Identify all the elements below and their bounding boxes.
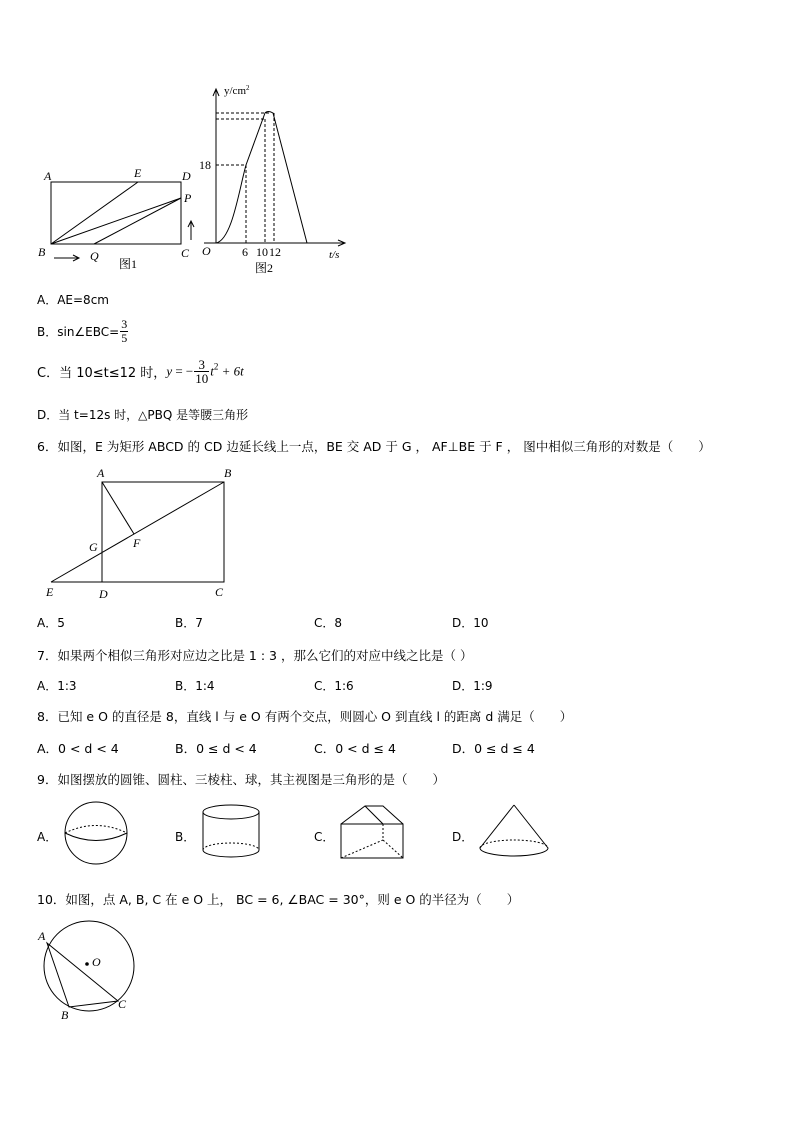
- figure-1: [34, 160, 204, 275]
- segment-af: [102, 482, 134, 534]
- origin-label: O: [202, 244, 211, 258]
- segment-bp: [51, 198, 181, 244]
- label-d: D: [99, 587, 108, 601]
- q9-option-c[interactable]: C．: [314, 830, 335, 844]
- label-q: Q: [90, 249, 99, 263]
- label-p: P: [184, 191, 192, 205]
- q6-option-b[interactable]: B．7: [175, 616, 203, 630]
- cylinder-top: [203, 805, 259, 819]
- q10-stem: 10．如图，点 A, B, C 在 e O 上， BC = 6, ∠BAC = 30°，则 e O 的半径为（ ）: [37, 892, 520, 907]
- fraction-num: 3: [194, 358, 209, 372]
- figure-q6: [40, 462, 240, 604]
- figure-2: [194, 80, 354, 280]
- prism-front: [341, 824, 403, 858]
- var-t: t: [210, 363, 214, 379]
- sphere-equator-back: [65, 826, 127, 834]
- var-y: y: [166, 363, 173, 379]
- rectangle-abcd: [51, 182, 181, 244]
- label-e: E: [46, 585, 54, 599]
- label-a: A: [38, 929, 46, 943]
- label-g: G: [89, 540, 98, 554]
- q5-option-c: [37, 358, 244, 385]
- figure-q10: [34, 916, 144, 1024]
- cone-left: [480, 805, 514, 848]
- prism-hidden-right: [383, 840, 403, 858]
- segment-be: [51, 482, 224, 582]
- rest-term: + 6t: [218, 363, 244, 379]
- q6-option-c[interactable]: C．8: [314, 616, 343, 630]
- q8-option-c[interactable]: C．0 < d ≤ 4: [314, 741, 396, 756]
- fraction-den: 10: [195, 371, 209, 386]
- fraction-3-5: [120, 318, 128, 345]
- q9-option-b[interactable]: B．: [175, 830, 196, 844]
- eq-sign: = −: [172, 363, 194, 379]
- label-b: B: [61, 1008, 69, 1022]
- fraction-3-10: [194, 358, 209, 385]
- label-c: C: [118, 997, 127, 1011]
- label-c: C: [181, 246, 190, 260]
- cone-base-front: [480, 848, 548, 856]
- q5-option-b-text: B．sin∠EBC=: [37, 325, 120, 339]
- prism-ridge: [365, 806, 383, 824]
- sphere-icon: [60, 800, 136, 866]
- cylinder-bottom-front: [203, 850, 259, 857]
- q6-stem: 6．如图，E 为矩形 ABCD 的 CD 边延长线上一点，BE 交 AD 于 G ， AF⊥BE 于 F ， 图中相似三角形的对数是（ ）: [37, 439, 711, 454]
- x-tick-12: 12: [269, 245, 281, 259]
- caption-fig2: 图2: [255, 261, 274, 275]
- y-axis-label: $y/cm^2$: [224, 84, 250, 97]
- prism-top: [341, 806, 403, 824]
- q5-option-c-text: C．当 10≤t≤12 时，: [37, 366, 167, 381]
- q5-option-d: D．当 t=12s 时，△PBQ 是等腰三角形: [37, 408, 249, 422]
- x-axis-label: t/s: [329, 249, 340, 261]
- label-b: B: [224, 466, 232, 480]
- q5-option-a: A．AE=8cm: [37, 293, 109, 307]
- cylinder-icon: [198, 802, 266, 862]
- prism-icon: [337, 802, 409, 864]
- q8-option-a[interactable]: A．0 < d < 4: [37, 741, 119, 756]
- x-tick-10: 10: [256, 245, 268, 259]
- q8-option-d[interactable]: D．0 ≤ d ≤ 4: [452, 741, 535, 756]
- sphere-equator-front: [65, 833, 127, 841]
- label-c: C: [215, 585, 224, 599]
- q7-option-a[interactable]: A．1:3: [37, 679, 77, 693]
- y-tick-18: 18: [199, 158, 211, 172]
- x-tick-6: 6: [242, 245, 248, 259]
- cylinder-bottom-back: [203, 843, 259, 850]
- q5-option-b: [37, 318, 129, 345]
- fraction-den: 5: [121, 331, 128, 345]
- fraction-num: 3: [121, 317, 128, 331]
- label-a: A: [97, 466, 105, 480]
- label-a: A: [44, 169, 52, 183]
- q7-stem: 7．如果两个相似三角形对应边之比是 1 : 3 ，那么它们的对应中线之比是（ ）: [37, 648, 473, 663]
- q6-option-d[interactable]: D．10: [452, 616, 489, 630]
- q6-option-a[interactable]: A．5: [37, 616, 65, 630]
- q7-option-b[interactable]: B．1:4: [175, 679, 215, 693]
- q8-stem: 8．已知 e O 的直径是 8，直线 l 与 e O 有两个交点，则圆心 O 到直线 l 的距离 d 满足（ ）: [37, 709, 573, 724]
- q7-option-c[interactable]: C．1:6: [314, 679, 354, 693]
- label-e: E: [134, 166, 142, 180]
- rectangle-abcd: [102, 482, 224, 582]
- label-f: F: [133, 536, 141, 550]
- prism-hidden-left: [341, 840, 383, 858]
- exponent: 2: [213, 361, 219, 372]
- q8-option-b[interactable]: B．0 ≤ d < 4: [175, 741, 257, 756]
- cone-icon: [476, 802, 552, 862]
- curve: [216, 112, 307, 244]
- segment-be: [51, 182, 138, 244]
- caption-fig1: 图1: [119, 257, 138, 271]
- cone-base-back: [480, 840, 548, 848]
- center-dot: [85, 962, 89, 966]
- sphere-outline: [65, 802, 127, 864]
- label-b: B: [38, 245, 46, 259]
- triangle-abc: [47, 943, 118, 1007]
- q7-option-d[interactable]: D．1:9: [452, 679, 493, 693]
- q9-stem: 9．如图摆放的圆锥、圆柱、三棱柱、球，其主视图是三角形的是（ ）: [37, 772, 445, 787]
- label-o: O: [92, 955, 101, 969]
- label-d: D: [182, 169, 191, 183]
- q9-option-a[interactable]: A．: [37, 830, 58, 844]
- q9-option-d[interactable]: D．: [452, 830, 474, 844]
- segment-qp: [94, 198, 181, 244]
